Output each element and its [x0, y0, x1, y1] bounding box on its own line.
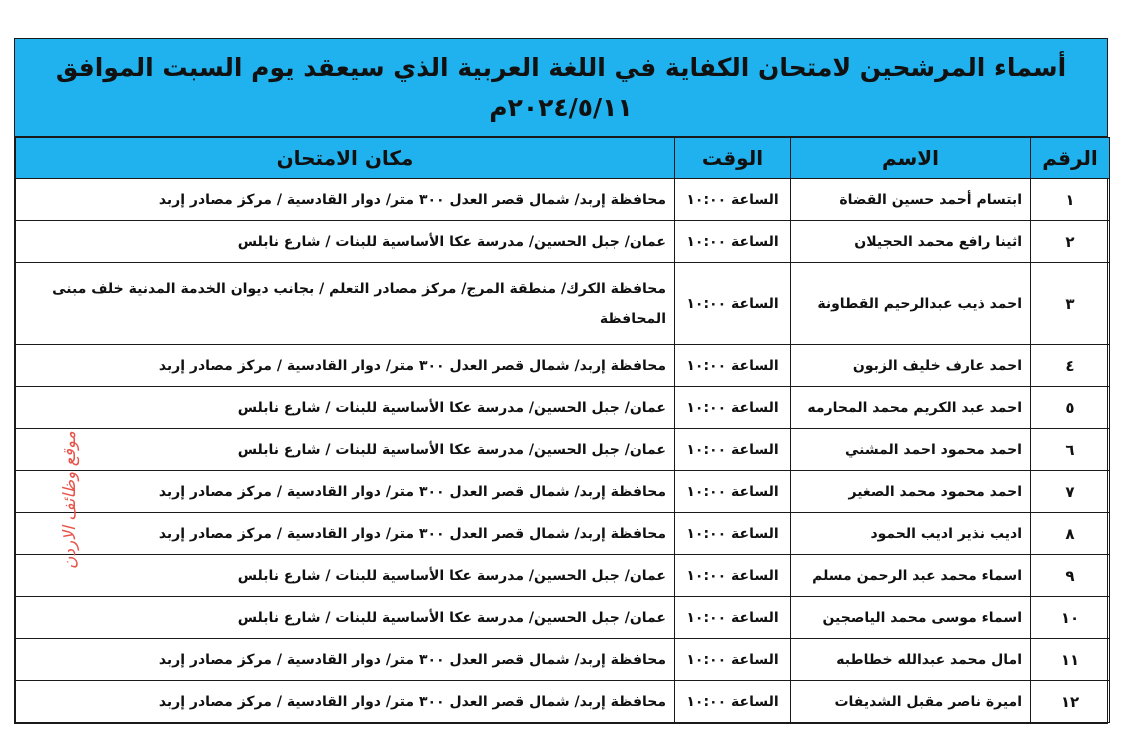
row-number: ٩ — [1031, 555, 1110, 597]
candidate-name: احمد ذيب عبدالرحيم القطاونة — [791, 263, 1031, 345]
candidate-name: اديب نذير اديب الحمود — [791, 513, 1031, 555]
candidate-name: ابتسام أحمد حسين القضاة — [791, 179, 1031, 221]
candidate-name: احمد عبد الكريم محمد المحارمه — [791, 387, 1031, 429]
table-row — [16, 263, 1110, 345]
row-number: ٥ — [1031, 387, 1110, 429]
exam-time: الساعة ١٠:٠٠ — [675, 387, 791, 429]
exam-place: محافظة إربد/ شمال قصر العدل ٣٠٠ متر/ دوار القادسية / مركز مصادر إربد — [16, 345, 675, 387]
table-row — [16, 429, 1110, 471]
exam-place: عمان/ جبل الحسين/ مدرسة عكا الأساسية للبنات / شارع نابلس — [16, 221, 675, 263]
exam-place: محافظة إربد/ شمال قصر العدل ٣٠٠ متر/ دوار القادسية / مركز مصادر إربد — [16, 639, 675, 681]
candidate-name: اسماء موسى محمد الياصجين — [791, 597, 1031, 639]
candidate-name: اثينا رافع محمد الحجيلان — [791, 221, 1031, 263]
exam-time: الساعة ١٠:٠٠ — [675, 681, 791, 723]
exam-time: الساعة ١٠:٠٠ — [675, 639, 791, 681]
table-row — [16, 471, 1110, 513]
row-number: ٨ — [1031, 513, 1110, 555]
exam-place: عمان/ جبل الحسين/ مدرسة عكا الأساسية للبنات / شارع نابلس — [16, 387, 675, 429]
row-number: ٧ — [1031, 471, 1110, 513]
title-line-1: أسماء المرشحين لامتحان الكفاية في اللغة العربية الذي سيعقد يوم السبت الموافق — [55, 53, 1067, 82]
table-header-row — [16, 138, 1110, 179]
exam-place: محافظة إربد/ شمال قصر العدل ٣٠٠ متر/ دوار القادسية / مركز مصادر إربد — [16, 681, 675, 723]
column-header-place: مكان الامتحان — [16, 138, 675, 179]
table-row — [16, 639, 1110, 681]
row-number: ١ — [1031, 179, 1110, 221]
exam-place: عمان/ جبل الحسين/ مدرسة عكا الأساسية للبنات / شارع نابلس — [16, 429, 675, 471]
table-row — [16, 555, 1110, 597]
table-row — [16, 345, 1110, 387]
table-row — [16, 513, 1110, 555]
candidate-name: احمد عارف خليف الزبون — [791, 345, 1031, 387]
table-row — [16, 681, 1110, 723]
table-row — [16, 597, 1110, 639]
exam-place: محافظة إربد/ شمال قصر العدل ٣٠٠ متر/ دوار القادسية / مركز مصادر إربد — [16, 471, 675, 513]
exam-time: الساعة ١٠:٠٠ — [675, 471, 791, 513]
column-header-number: الرقم — [1031, 138, 1110, 179]
table-row — [16, 221, 1110, 263]
exam-place: عمان/ جبل الحسين/ مدرسة عكا الأساسية للبنات / شارع نابلس — [16, 555, 675, 597]
row-number: ٣ — [1031, 263, 1110, 345]
title-banner — [15, 39, 1107, 137]
table-row — [16, 179, 1110, 221]
exam-place: عمان/ جبل الحسين/ مدرسة عكا الأساسية للبنات / شارع نابلس — [16, 597, 675, 639]
candidate-name: اسماء محمد عبد الرحمن مسلم — [791, 555, 1031, 597]
exam-time: الساعة ١٠:٠٠ — [675, 555, 791, 597]
exam-time: الساعة ١٠:٠٠ — [675, 597, 791, 639]
candidate-name: احمد محمود محمد الصغير — [791, 471, 1031, 513]
exam-time: الساعة ١٠:٠٠ — [675, 429, 791, 471]
column-header-time: الوقت — [675, 138, 791, 179]
row-number: ١٠ — [1031, 597, 1110, 639]
row-number: ١١ — [1031, 639, 1110, 681]
column-header-name: الاسم — [791, 138, 1031, 179]
candidate-name: امال محمد عبدالله خطاطبه — [791, 639, 1031, 681]
title-line-2: ٢٠٢٤/٥/١١م — [489, 93, 633, 122]
candidate-name: احمد محمود احمد المشني — [791, 429, 1031, 471]
exam-time: الساعة ١٠:٠٠ — [675, 221, 791, 263]
candidate-name: اميرة ناصر مقبل الشديفات — [791, 681, 1031, 723]
row-number: ٢ — [1031, 221, 1110, 263]
exam-time: الساعة ١٠:٠٠ — [675, 263, 791, 345]
site-watermark: موقع وظائف الاردن — [60, 431, 80, 569]
candidates-table — [15, 137, 1110, 723]
exam-time: الساعة ١٠:٠٠ — [675, 513, 791, 555]
exam-time: الساعة ١٠:٠٠ — [675, 179, 791, 221]
row-number: ٦ — [1031, 429, 1110, 471]
candidates-sheet — [14, 38, 1108, 724]
exam-place: محافظة الكرك/ منطقة المرج/ مركز مصادر التعلم / بجانب ديوان الخدمة المدنية خلف مبنى المحافظة — [16, 263, 675, 345]
exam-place: محافظة إربد/ شمال قصر العدل ٣٠٠ متر/ دوار القادسية / مركز مصادر إربد — [16, 179, 675, 221]
row-number: ٤ — [1031, 345, 1110, 387]
table-row — [16, 387, 1110, 429]
exam-time: الساعة ١٠:٠٠ — [675, 345, 791, 387]
row-number: ١٢ — [1031, 681, 1110, 723]
exam-place: محافظة إربد/ شمال قصر العدل ٣٠٠ متر/ دوار القادسية / مركز مصادر إربد — [16, 513, 675, 555]
